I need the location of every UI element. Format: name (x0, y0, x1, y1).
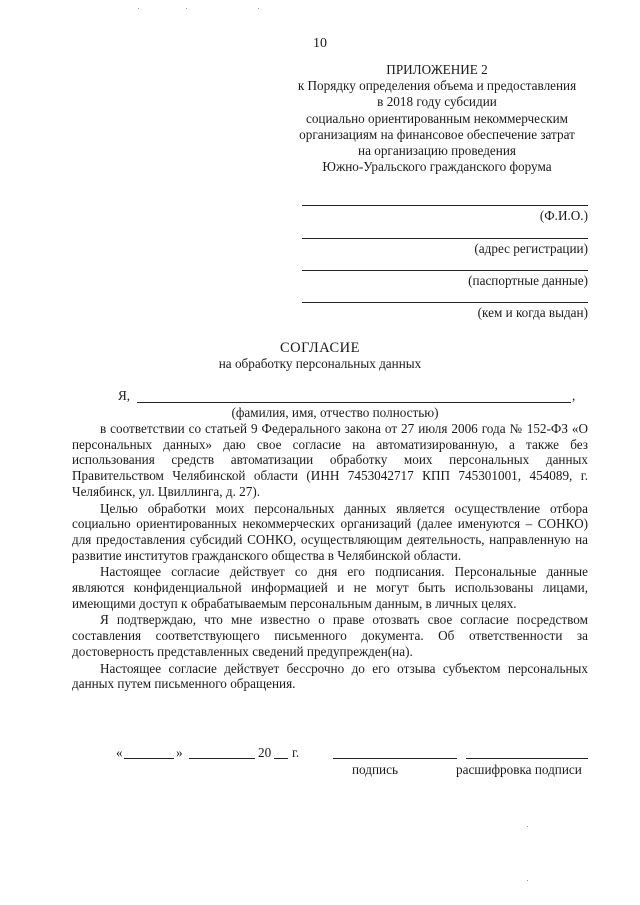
date-day-line[interactable] (124, 758, 174, 759)
signature-label: подпись (352, 762, 398, 777)
issued-label: (кем и когда выдан) (477, 305, 588, 320)
scan-mark (186, 8, 187, 9)
consent-title: СОГЛАСИЕ (279, 340, 361, 356)
appendix-line: на организацию проведения (358, 143, 516, 159)
consent-subtitle: на обработку персональных данных (218, 356, 422, 371)
ya-comma: , (572, 388, 576, 403)
issued-line[interactable] (302, 302, 588, 303)
appendix-line: социально ориентированным некоммерческим (305, 110, 569, 126)
year-prefix: 20 (258, 745, 272, 760)
fullname-hint: (фамилия, имя, отчество полностью) (231, 405, 439, 420)
scan-mark (527, 826, 528, 827)
appendix-line: организациям на финансовое обеспечение затрат (299, 126, 575, 142)
paragraph: в соответствии со статьей 9 Федерального закона от 27 июля 2006 года № 152-ФЗ «О персональных данных» даю свое согласие на автоматизированную, а также без использования средств автоматизации обработку моих персональных данных Правительством Челябинской области (ИНН 7453042717 КПП 745301001, 454089, г. Челябинск, ул. Цвиллинга, д. 27). (72, 421, 588, 499)
fio-line[interactable] (302, 205, 588, 206)
address-label: (адрес регистрации) (474, 241, 588, 256)
page-number: 10 (313, 36, 327, 51)
appendix-line: к Порядку определения объема и предоставления (297, 78, 577, 94)
passport-line[interactable] (302, 270, 588, 271)
year-line[interactable] (274, 758, 288, 759)
date-close-quote: » (176, 745, 183, 760)
paragraph: Настоящее согласие действует со дня его подписания. Персональные данные являются конфиденциальной информацией и не могут быть использованы лицами, имеющими доступ к обрабатываемым персональным данным, в личных целях. (72, 564, 588, 611)
date-open-quote: « (116, 745, 123, 760)
appendix-line: в 2018 году субсидии (377, 94, 497, 110)
signature-line[interactable] (333, 758, 457, 759)
scan-mark (258, 8, 259, 9)
year-suffix: г. (292, 745, 300, 760)
appendix-title: ПРИЛОЖЕНИЕ 2 (386, 62, 488, 77)
signature-decode-label: расшифровка подписи (456, 762, 582, 777)
paragraph: Целью обработки моих персональных данных является осуществление отбора социально ориентированных некоммерческих организаций (далее именуются – СОНКО) для предоставления субсидий СОНКО, осуществляющим деятельность, направленную на развитие институтов гражданского общества в Челябинской области. (72, 500, 588, 563)
fio-label: (Ф.И.О.) (539, 208, 588, 223)
paragraph: Настоящее согласие действует бессрочно до его отзыва субъектом персональных данных путем письменного обращения. (72, 660, 588, 692)
signature-decode-line[interactable] (466, 758, 588, 759)
appendix-header (262, 62, 612, 175)
passport-label: (паспортные данные) (468, 273, 588, 288)
scan-mark (138, 8, 139, 9)
ya-prefix: Я, (118, 388, 131, 403)
date-month-line[interactable] (189, 758, 255, 759)
address-line[interactable] (302, 238, 588, 239)
consent-body (72, 421, 588, 692)
scan-mark (527, 880, 528, 881)
paragraph: Я подтверждаю, что мне известно о праве отозвать свое согласие посредством составления соответствующего письменного документа. Об ответственности за достоверность представленных сведений предупрежден(на). (72, 612, 588, 659)
fullname-line[interactable] (137, 402, 571, 403)
appendix-line: Южно-Уральского гражданского форума (322, 159, 552, 175)
